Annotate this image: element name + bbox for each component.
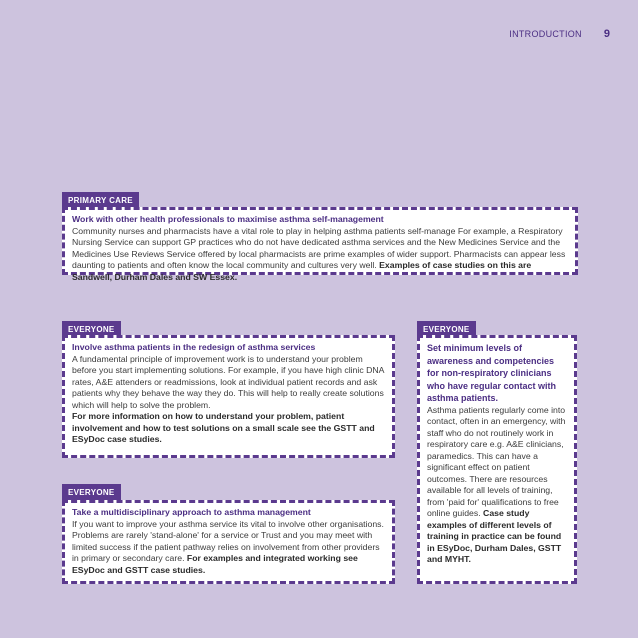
page-header — [509, 28, 610, 40]
multidisciplinary-cta: For examples and integrated working see ESyDoc and GSTT case studies. — [72, 553, 358, 575]
multidisciplinary-title: Take a multidisciplinary approach to asthma management — [72, 507, 311, 517]
primary-care-cta: Examples of case studies on this are Sandwell, Durham Dales and SW Essex. — [72, 260, 532, 282]
redesign-title: Involve asthma patients in the redesign of asthma services — [72, 342, 316, 352]
page-number: 9 — [603, 28, 610, 40]
redesign-box — [62, 335, 395, 458]
primary-care-box — [62, 207, 578, 282]
competencies-body: Asthma patients regularly come into contact, often in an emergency, with staff who do not routinely work in respiratory care e.g. A&E clinicians, paramedics. This can have a significant effect on patient outcomes. There are resources available for all levels of training, from 'paid for' qualifications to free online guides. — [427, 404, 566, 518]
competencies-box — [417, 335, 577, 584]
redesign-tag: EVERYONE — [62, 321, 121, 337]
section-title: INTRODUCTION — [509, 29, 582, 39]
competencies-title: Set minimum levels of awareness and competencies for non-respiratory clinicians who have regular contact with asthma patients. — [427, 343, 557, 403]
multidisciplinary-box — [62, 500, 395, 584]
multidisciplinary-tag: EVERYONE — [62, 484, 121, 500]
redesign-cta: For more information on how to understand your problem, patient involvement and how to test solutions on a small scale see the GSTT and ESyDoc case studies. — [72, 411, 375, 444]
multidisciplinary-body: If you want to improve your asthma service its vital to involve other organisations. Problems are rarely 'stand-alone' for a service or Trust and you may meet with limited success if the patient pathway relies on involvement from other providers in primary or secondary care. — [72, 518, 384, 563]
redesign-body: A fundamental principle of improvement work is to understand your problem before you start implementing solutions. For example, if you have high clinic DNA rates, A&E attenders or readmissions, look at individual patient records and ask patients why they behave the way they do. This will help to really create solutions which will help to solve the problem. — [72, 353, 384, 410]
primary-care-tag: PRIMARY CARE — [62, 192, 139, 208]
primary-care-body: Community nurses and pharmacists have a vital role to play in helping asthma patients self-manage For example, a Respiratory Nursing Service can support GP practices who do not have dedicated asthma services and the New Medicines Service and the Medicines Use Reviews Service offered by local pharmacists are prime examples of wider support. Pharmacists can appear less daunting to patients and often know the local community and cultures very well. — [72, 225, 566, 270]
competencies-tag: EVERYONE — [417, 321, 476, 337]
competencies-cta: Case study examples of different levels of training in practice can be found in ESyDoc, Durham Dales, GSTT and MYHT. — [427, 508, 562, 564]
primary-care-title: Work with other health professionals to maximise asthma self-management — [72, 214, 384, 224]
